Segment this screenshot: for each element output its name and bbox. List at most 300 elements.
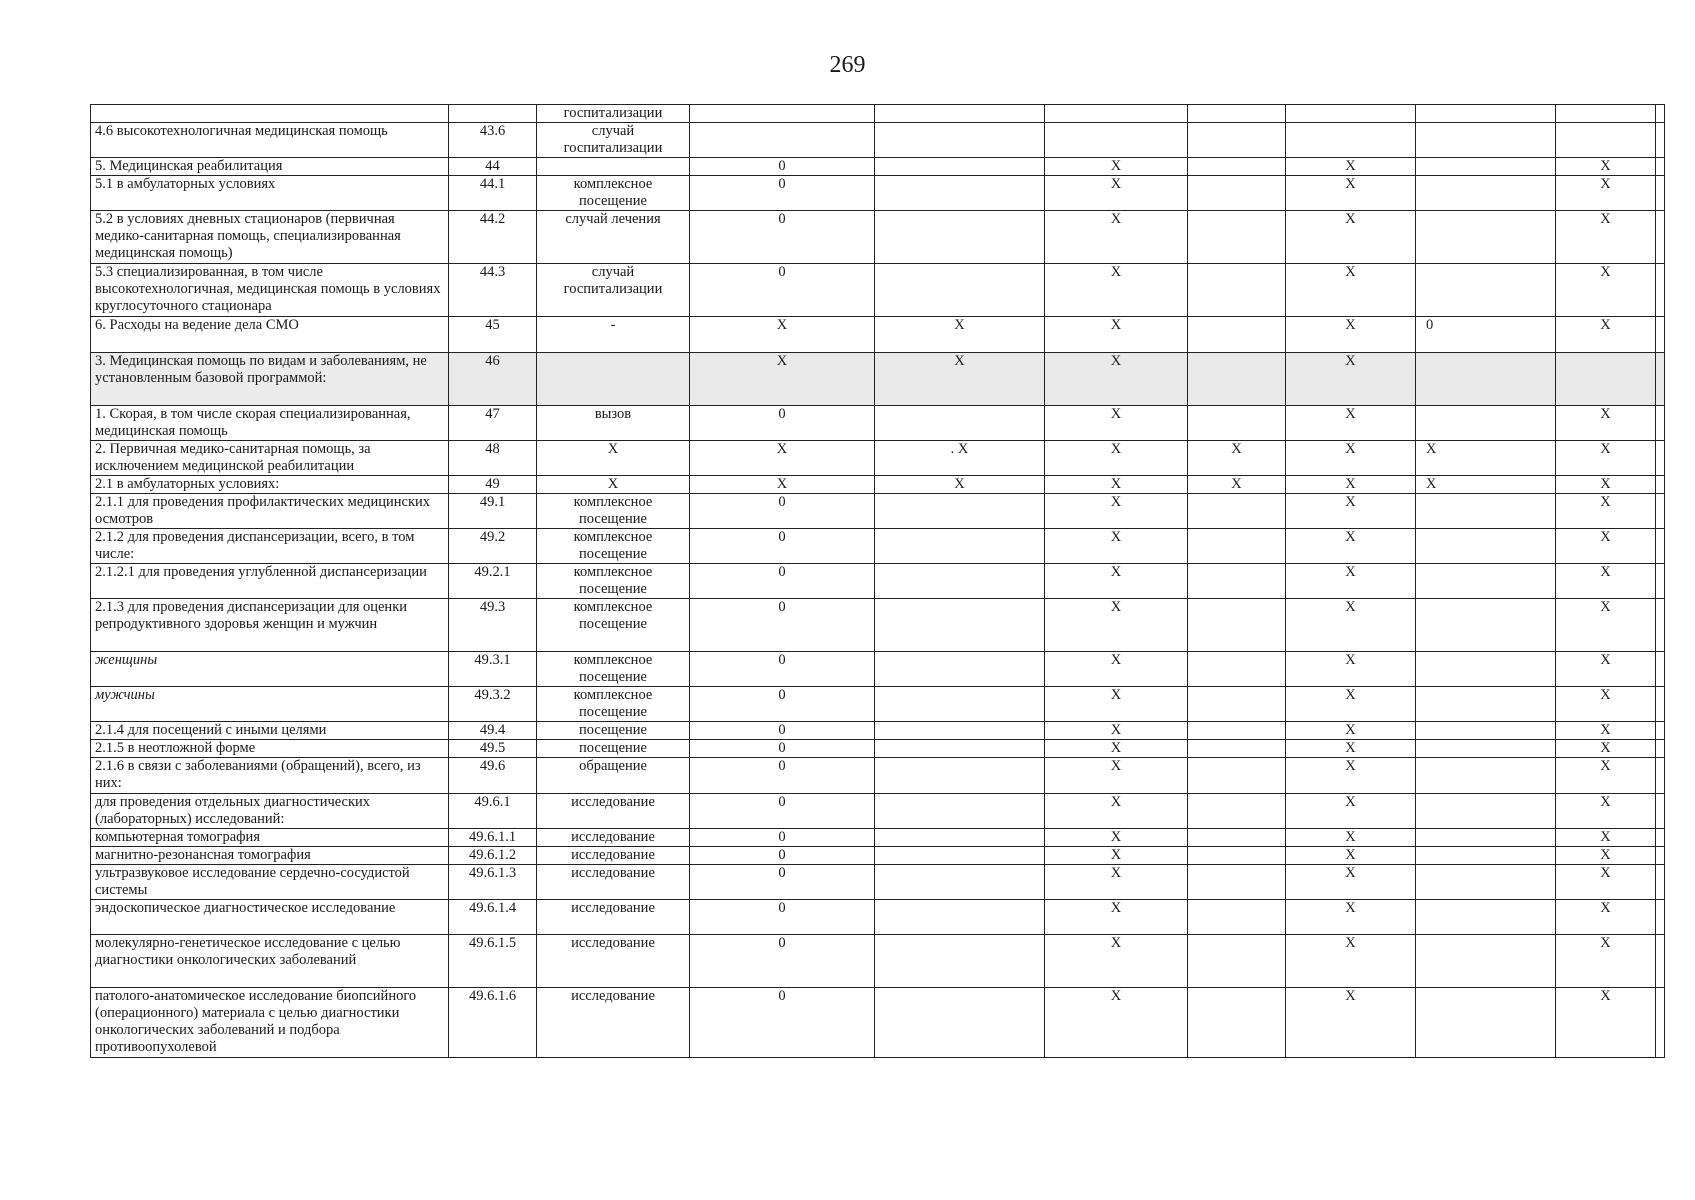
row-unit: госпитализации xyxy=(537,105,690,123)
value-cell xyxy=(1188,406,1286,441)
value-cell: X xyxy=(1045,158,1188,176)
table-row xyxy=(91,494,1665,529)
value-cell: X xyxy=(1045,176,1188,211)
value-cell: X xyxy=(1045,758,1188,794)
table-row xyxy=(91,829,1665,847)
row-name: эндоскопическое диагностическое исследование xyxy=(91,900,449,935)
value-cell: X xyxy=(1045,988,1188,1058)
row-name: 5.3 специализированная, в том числе высокотехнологичная, медицинская помощь в условиях круглосуточного стационара xyxy=(91,264,449,317)
value-cell xyxy=(1188,317,1286,353)
value-cell xyxy=(875,652,1045,687)
row-name: женщины xyxy=(91,652,449,687)
value-cell: 0 xyxy=(690,900,875,935)
row-unit: комплексное посещение xyxy=(537,529,690,564)
value-cell xyxy=(1416,406,1556,441)
value-cell xyxy=(875,847,1045,865)
value-cell: X xyxy=(1045,476,1188,494)
value-cell: 0 xyxy=(690,829,875,847)
value-cell xyxy=(1416,935,1556,988)
value-cell xyxy=(875,740,1045,758)
value-cell xyxy=(690,105,875,123)
value-cell: X xyxy=(1556,476,1656,494)
value-cell xyxy=(875,829,1045,847)
row-code: 49.2 xyxy=(449,529,537,564)
row-unit: исследование xyxy=(537,847,690,865)
value-cell xyxy=(1188,123,1286,158)
value-cell xyxy=(1188,176,1286,211)
value-cell: X xyxy=(1286,158,1416,176)
row-name: молекулярно-генетическое исследование с целью диагностики онкологических заболеваний xyxy=(91,935,449,988)
value-cell: 0 xyxy=(690,935,875,988)
value-cell xyxy=(1188,564,1286,599)
value-cell: X xyxy=(690,476,875,494)
table-row xyxy=(91,317,1665,353)
value-cell: X xyxy=(1556,740,1656,758)
value-cell xyxy=(1416,687,1556,722)
row-code: 45 xyxy=(449,317,537,353)
value-cell: X xyxy=(1556,494,1656,529)
value-cell xyxy=(875,158,1045,176)
value-cell: 0 xyxy=(690,406,875,441)
row-name: 3. Медицинская помощь по видам и заболеваниям, не установленным базовой программой: xyxy=(91,353,449,406)
value-cell xyxy=(1656,758,1665,794)
value-cell: X xyxy=(1045,865,1188,900)
value-cell: X xyxy=(1556,794,1656,829)
row-unit: - xyxy=(537,317,690,353)
value-cell xyxy=(1656,829,1665,847)
value-cell xyxy=(1416,529,1556,564)
table-row xyxy=(91,652,1665,687)
value-cell: 0 xyxy=(690,988,875,1058)
value-cell: X xyxy=(1556,687,1656,722)
row-name: 6. Расходы на ведение дела СМО xyxy=(91,317,449,353)
value-cell: X xyxy=(875,476,1045,494)
row-code: 47 xyxy=(449,406,537,441)
value-cell xyxy=(1416,740,1556,758)
value-cell: 0 xyxy=(690,211,875,264)
value-cell xyxy=(1656,687,1665,722)
value-cell xyxy=(875,687,1045,722)
value-cell: X xyxy=(1556,599,1656,652)
value-cell xyxy=(1656,353,1665,406)
value-cell xyxy=(1556,105,1656,123)
table-row xyxy=(91,865,1665,900)
value-cell: X xyxy=(1556,529,1656,564)
value-cell xyxy=(1188,105,1286,123)
value-cell xyxy=(1656,123,1665,158)
value-cell xyxy=(875,529,1045,564)
value-cell xyxy=(1188,494,1286,529)
value-cell xyxy=(1656,476,1665,494)
value-cell xyxy=(875,794,1045,829)
value-cell xyxy=(1656,652,1665,687)
row-name: для проведения отдельных диагностических (лабораторных) исследований: xyxy=(91,794,449,829)
value-cell: X xyxy=(1556,935,1656,988)
value-cell: 0 xyxy=(690,794,875,829)
value-cell: X xyxy=(1556,829,1656,847)
row-name xyxy=(91,105,449,123)
value-cell: X xyxy=(1286,176,1416,211)
value-cell: 0 xyxy=(1416,317,1556,353)
value-cell xyxy=(1656,441,1665,476)
row-name: 2.1.1 для проведения профилактических медицинских осмотров xyxy=(91,494,449,529)
value-cell xyxy=(875,176,1045,211)
value-cell xyxy=(875,406,1045,441)
table-row xyxy=(91,476,1665,494)
value-cell: 0 xyxy=(690,158,875,176)
row-unit: исследование xyxy=(537,865,690,900)
row-code: 49.3.1 xyxy=(449,652,537,687)
value-cell xyxy=(1656,722,1665,740)
row-code: 49.1 xyxy=(449,494,537,529)
value-cell: X xyxy=(1556,264,1656,317)
row-unit: исследование xyxy=(537,900,690,935)
value-cell xyxy=(875,264,1045,317)
value-cell xyxy=(1656,564,1665,599)
value-cell: X xyxy=(1556,406,1656,441)
value-cell: X xyxy=(1286,529,1416,564)
value-cell xyxy=(1188,158,1286,176)
value-cell xyxy=(1656,105,1665,123)
value-cell xyxy=(1188,722,1286,740)
value-cell xyxy=(1556,353,1656,406)
value-cell: X xyxy=(1556,176,1656,211)
table-row xyxy=(91,988,1665,1058)
value-cell: X xyxy=(1556,652,1656,687)
row-name: мужчины xyxy=(91,687,449,722)
value-cell: 0 xyxy=(690,564,875,599)
row-code: 49.6.1 xyxy=(449,794,537,829)
value-cell: X xyxy=(1286,599,1416,652)
value-cell xyxy=(1656,317,1665,353)
value-cell: X xyxy=(1045,740,1188,758)
row-unit: посещение xyxy=(537,740,690,758)
value-cell xyxy=(875,599,1045,652)
row-code: 44.1 xyxy=(449,176,537,211)
value-cell xyxy=(1416,264,1556,317)
value-cell: X xyxy=(1286,317,1416,353)
row-name: ультразвуковое исследование сердечно-сосудистой системы xyxy=(91,865,449,900)
row-unit: комплексное посещение xyxy=(537,599,690,652)
row-unit: обращение xyxy=(537,758,690,794)
value-cell xyxy=(1188,740,1286,758)
value-cell xyxy=(1656,264,1665,317)
value-cell: X xyxy=(1286,722,1416,740)
value-cell xyxy=(1656,935,1665,988)
value-cell xyxy=(690,123,875,158)
value-cell xyxy=(875,123,1045,158)
value-cell xyxy=(875,564,1045,599)
value-cell xyxy=(1656,988,1665,1058)
value-cell xyxy=(875,865,1045,900)
row-unit: комплексное посещение xyxy=(537,494,690,529)
value-cell xyxy=(1188,794,1286,829)
table-row xyxy=(91,441,1665,476)
row-code xyxy=(449,105,537,123)
row-code: 49.2.1 xyxy=(449,564,537,599)
row-unit xyxy=(537,158,690,176)
value-cell xyxy=(1416,758,1556,794)
row-code: 48 xyxy=(449,441,537,476)
value-cell: X xyxy=(875,353,1045,406)
value-cell: X xyxy=(1286,652,1416,687)
value-cell xyxy=(1188,900,1286,935)
row-name: компьютерная томография xyxy=(91,829,449,847)
value-cell: X xyxy=(1286,829,1416,847)
value-cell xyxy=(1416,211,1556,264)
value-cell xyxy=(1286,105,1416,123)
value-cell xyxy=(1188,865,1286,900)
value-cell xyxy=(1416,829,1556,847)
value-cell: X xyxy=(1045,317,1188,353)
value-cell xyxy=(1416,794,1556,829)
row-name: патолого-анатомическое исследование биопсийного (операционного) материала с целью диагностики онкологических заболеваний и подбора противоопухолевой xyxy=(91,988,449,1058)
value-cell xyxy=(1188,988,1286,1058)
value-cell xyxy=(875,211,1045,264)
value-cell: X xyxy=(690,441,875,476)
value-cell xyxy=(1045,105,1188,123)
value-cell xyxy=(1416,105,1556,123)
value-cell: X xyxy=(1556,847,1656,865)
value-cell xyxy=(1656,494,1665,529)
value-cell: X xyxy=(1286,865,1416,900)
row-name: 2.1 в амбулаторных условиях: xyxy=(91,476,449,494)
value-cell xyxy=(875,105,1045,123)
row-unit: случай госпитализации xyxy=(537,123,690,158)
value-cell: X xyxy=(1286,476,1416,494)
table-row xyxy=(91,794,1665,829)
value-cell xyxy=(1656,865,1665,900)
value-cell: X xyxy=(1556,317,1656,353)
table-row xyxy=(91,900,1665,935)
value-cell: X xyxy=(1286,758,1416,794)
value-cell: X xyxy=(1286,847,1416,865)
value-cell xyxy=(875,758,1045,794)
value-cell: X xyxy=(1045,829,1188,847)
value-cell: X xyxy=(1556,722,1656,740)
row-code: 49.6.1.3 xyxy=(449,865,537,900)
row-unit: исследование xyxy=(537,794,690,829)
value-cell: X xyxy=(1188,476,1286,494)
value-cell: X xyxy=(1286,264,1416,317)
table-row xyxy=(91,935,1665,988)
value-cell xyxy=(1656,900,1665,935)
value-cell xyxy=(875,900,1045,935)
value-cell xyxy=(1188,687,1286,722)
value-cell xyxy=(875,935,1045,988)
value-cell xyxy=(1416,158,1556,176)
value-cell xyxy=(1188,211,1286,264)
value-cell xyxy=(1188,599,1286,652)
value-cell: X xyxy=(875,317,1045,353)
row-name: 2.1.2.1 для проведения углубленной диспансеризации xyxy=(91,564,449,599)
value-cell: X xyxy=(1286,441,1416,476)
value-cell: X xyxy=(1045,847,1188,865)
value-cell: X xyxy=(1045,794,1188,829)
row-unit: X xyxy=(537,476,690,494)
row-code: 46 xyxy=(449,353,537,406)
row-code: 43.6 xyxy=(449,123,537,158)
row-name: 2.1.5 в неотложной форме xyxy=(91,740,449,758)
value-cell: X xyxy=(1045,599,1188,652)
value-cell xyxy=(1416,564,1556,599)
row-code: 44.2 xyxy=(449,211,537,264)
value-cell: X xyxy=(1045,564,1188,599)
row-name: магнитно-резонансная томография xyxy=(91,847,449,865)
value-cell xyxy=(1416,652,1556,687)
value-cell: X xyxy=(1045,722,1188,740)
value-cell: X xyxy=(1286,900,1416,935)
value-cell xyxy=(1656,529,1665,564)
row-code: 49.6.1.5 xyxy=(449,935,537,988)
value-cell: 0 xyxy=(690,599,875,652)
value-cell xyxy=(1188,652,1286,687)
value-cell: X xyxy=(1045,406,1188,441)
medical-care-table xyxy=(90,104,1665,1058)
value-cell: X xyxy=(1286,406,1416,441)
value-cell: X xyxy=(1045,264,1188,317)
table-row xyxy=(91,264,1665,317)
value-cell: X xyxy=(1045,494,1188,529)
value-cell: X xyxy=(1286,740,1416,758)
row-name: 2.1.2 для проведения диспансеризации, всего, в том числе: xyxy=(91,529,449,564)
table-row xyxy=(91,529,1665,564)
row-name: 2. Первичная медико-санитарная помощь, за исключением медицинской реабилитации xyxy=(91,441,449,476)
value-cell: X xyxy=(1286,353,1416,406)
value-cell xyxy=(1656,794,1665,829)
value-cell xyxy=(1416,123,1556,158)
value-cell xyxy=(1188,829,1286,847)
value-cell: 0 xyxy=(690,847,875,865)
value-cell: 0 xyxy=(690,687,875,722)
row-unit: посещение xyxy=(537,722,690,740)
value-cell: 0 xyxy=(690,758,875,794)
row-name: 2.1.3 для проведения диспансеризации для оценки репродуктивного здоровья женщин и мужчин xyxy=(91,599,449,652)
value-cell: X xyxy=(1286,988,1416,1058)
value-cell: X xyxy=(1045,211,1188,264)
value-cell: X xyxy=(1556,211,1656,264)
row-code: 49.6.1.1 xyxy=(449,829,537,847)
value-cell xyxy=(1656,176,1665,211)
value-cell: 0 xyxy=(690,722,875,740)
row-code: 49.6.1.4 xyxy=(449,900,537,935)
value-cell: X xyxy=(1286,564,1416,599)
value-cell: 0 xyxy=(690,264,875,317)
row-code: 44.3 xyxy=(449,264,537,317)
value-cell: X xyxy=(1045,900,1188,935)
row-unit: случай лечения xyxy=(537,211,690,264)
value-cell: X xyxy=(1556,988,1656,1058)
row-unit: исследование xyxy=(537,829,690,847)
value-cell: 0 xyxy=(690,529,875,564)
row-unit: комплексное посещение xyxy=(537,176,690,211)
value-cell: X xyxy=(1045,935,1188,988)
value-cell: X xyxy=(1045,353,1188,406)
table-row xyxy=(91,599,1665,652)
row-unit: случай госпитализации xyxy=(537,264,690,317)
value-cell: X xyxy=(1286,935,1416,988)
row-unit: исследование xyxy=(537,935,690,988)
row-code: 49.5 xyxy=(449,740,537,758)
value-cell xyxy=(1656,847,1665,865)
row-code: 49.6.1.6 xyxy=(449,988,537,1058)
table-row xyxy=(91,211,1665,264)
table-row xyxy=(91,176,1665,211)
row-unit xyxy=(537,353,690,406)
value-cell: X xyxy=(1286,687,1416,722)
value-cell xyxy=(1416,599,1556,652)
table-row xyxy=(91,687,1665,722)
table-row xyxy=(91,123,1665,158)
value-cell: 0 xyxy=(690,176,875,211)
value-cell xyxy=(1416,722,1556,740)
value-cell: X xyxy=(1416,441,1556,476)
value-cell xyxy=(1286,123,1416,158)
row-code: 49.3.2 xyxy=(449,687,537,722)
value-cell xyxy=(1416,988,1556,1058)
row-code: 49 xyxy=(449,476,537,494)
value-cell: X xyxy=(1556,564,1656,599)
value-cell xyxy=(875,988,1045,1058)
value-cell: X xyxy=(1556,441,1656,476)
row-unit: комплексное посещение xyxy=(537,687,690,722)
value-cell: X xyxy=(690,317,875,353)
value-cell xyxy=(1416,353,1556,406)
value-cell xyxy=(1188,264,1286,317)
value-cell: X xyxy=(1286,494,1416,529)
row-name: 5.2 в условиях дневных стационаров (первичная медико-санитарная помощь, специализированная медицинская помощь) xyxy=(91,211,449,264)
table-row xyxy=(91,758,1665,794)
table-row xyxy=(91,564,1665,599)
value-cell: X xyxy=(1188,441,1286,476)
row-code: 49.4 xyxy=(449,722,537,740)
row-code: 49.3 xyxy=(449,599,537,652)
value-cell xyxy=(1416,865,1556,900)
row-unit: X xyxy=(537,441,690,476)
row-name: 2.1.6 в связи с заболеваниями (обращений), всего, из них: xyxy=(91,758,449,794)
value-cell: X xyxy=(1286,794,1416,829)
row-name: 4.6 высокотехнологичная медицинская помощь xyxy=(91,123,449,158)
row-name: 1. Скорая, в том числе скорая специализированная, медицинская помощь xyxy=(91,406,449,441)
value-cell xyxy=(1656,599,1665,652)
value-cell: X xyxy=(1286,211,1416,264)
page-number: 269 xyxy=(829,52,866,78)
value-cell xyxy=(1188,847,1286,865)
value-cell xyxy=(1188,353,1286,406)
table-row xyxy=(91,722,1665,740)
row-code: 44 xyxy=(449,158,537,176)
value-cell: 0 xyxy=(690,740,875,758)
table-row xyxy=(91,406,1665,441)
value-cell xyxy=(1556,123,1656,158)
table-row xyxy=(91,847,1665,865)
value-cell: X xyxy=(690,353,875,406)
table-row xyxy=(91,740,1665,758)
value-cell: X xyxy=(1045,652,1188,687)
value-cell: 0 xyxy=(690,494,875,529)
value-cell: X xyxy=(1416,476,1556,494)
value-cell xyxy=(1656,406,1665,441)
value-cell: X xyxy=(1556,758,1656,794)
value-cell: . X xyxy=(875,441,1045,476)
row-unit: вызов xyxy=(537,406,690,441)
value-cell: 0 xyxy=(690,865,875,900)
row-name: 5.1 в амбулаторных условиях xyxy=(91,176,449,211)
value-cell xyxy=(1656,740,1665,758)
row-code: 49.6 xyxy=(449,758,537,794)
table-row xyxy=(91,105,1665,123)
value-cell: X xyxy=(1045,529,1188,564)
